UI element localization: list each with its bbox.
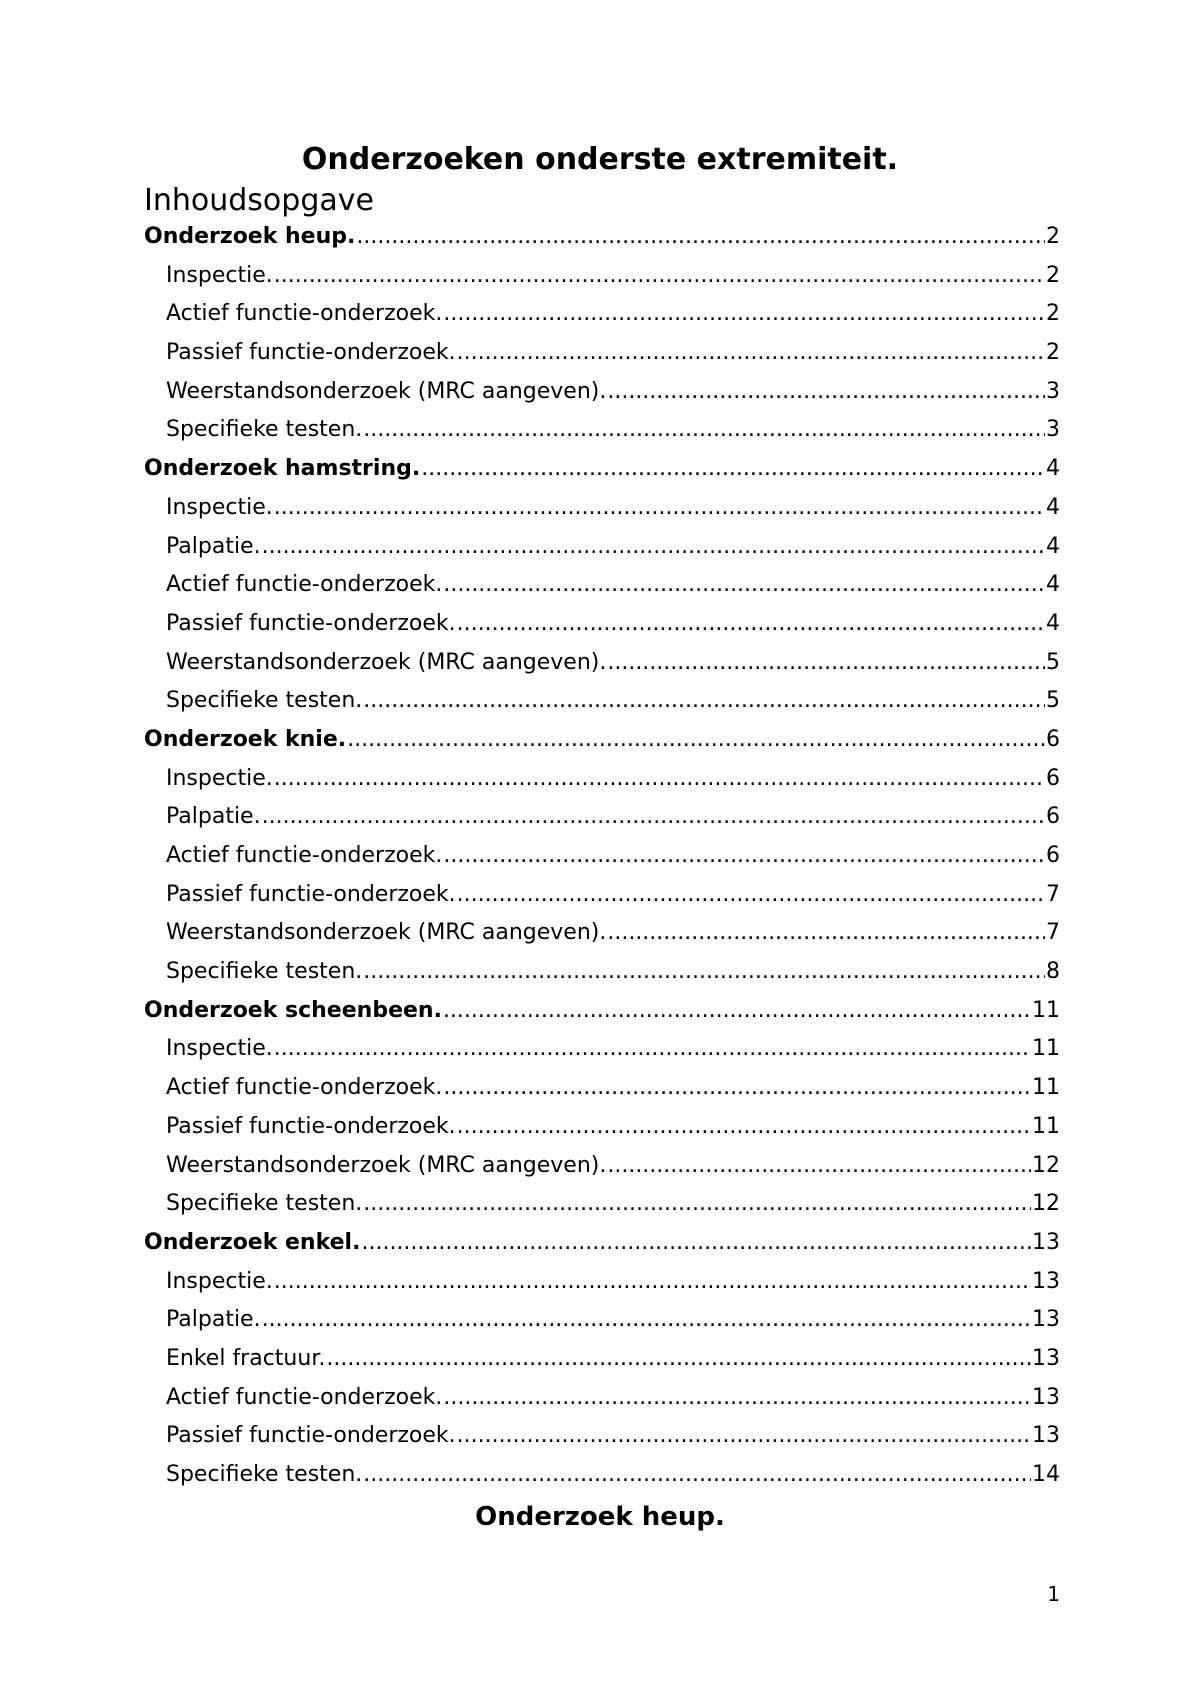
toc-subsection-entry[interactable] xyxy=(144,1340,1060,1379)
toc-entry-page-number: 13 xyxy=(1032,1268,1060,1294)
toc-entry-page-number: 2 xyxy=(1046,224,1060,249)
toc-dot-leader xyxy=(274,760,1045,799)
toc-dot-leader xyxy=(443,837,1045,876)
toc-entry-label: Weerstandsonderzoek (MRC aangeven). xyxy=(166,1152,607,1178)
toc-entry-page-number: 6 xyxy=(1046,804,1060,830)
toc-entry-page-number: 11 xyxy=(1032,1113,1060,1139)
toc-dot-leader xyxy=(457,334,1045,373)
toc-subsection-entry[interactable] xyxy=(144,295,1060,334)
toc-dot-leader xyxy=(443,566,1045,605)
toc-dot-leader xyxy=(274,1030,1031,1069)
toc-subsection-entry[interactable] xyxy=(144,605,1060,644)
toc-subsection-entry[interactable] xyxy=(144,489,1060,528)
toc-dot-leader xyxy=(363,411,1045,450)
toc-entry-page-number: 5 xyxy=(1046,688,1060,714)
toc-entry-label: Enkel fractuur. xyxy=(166,1345,326,1371)
table-of-contents xyxy=(144,218,1060,1495)
toc-entry-page-number: 13 xyxy=(1032,1384,1060,1410)
toc-entry-label: Specifieke testen. xyxy=(166,688,363,714)
toc-entry-label: Passief functie-onderzoek. xyxy=(166,1113,456,1139)
section-heading: Onderzoek heup. xyxy=(475,1502,725,1532)
toc-section-entry[interactable] xyxy=(144,721,1060,760)
toc-subsection-entry[interactable] xyxy=(144,334,1060,373)
toc-entry-label: Inspectie. xyxy=(166,494,273,520)
toc-entry-label: Weerstandsonderzoek (MRC aangeven). xyxy=(166,649,607,675)
toc-dot-leader xyxy=(363,953,1045,992)
toc-dot-leader xyxy=(363,1185,1031,1224)
toc-dot-leader xyxy=(356,218,1045,257)
toc-subsection-entry[interactable] xyxy=(144,798,1060,837)
toc-entry-label: Passief functie-onderzoek. xyxy=(166,610,456,636)
toc-dot-leader xyxy=(443,1379,1031,1418)
toc-subsection-entry[interactable] xyxy=(144,1301,1060,1340)
toc-dot-leader xyxy=(361,1224,1031,1263)
toc-subsection-entry[interactable] xyxy=(144,953,1060,992)
toc-dot-leader xyxy=(457,605,1045,644)
page-number: 1 xyxy=(1047,1582,1060,1606)
toc-heading: Inhoudsopgave xyxy=(144,183,374,218)
toc-subsection-entry[interactable] xyxy=(144,1108,1060,1147)
toc-dot-leader xyxy=(262,528,1045,567)
toc-entry-page-number: 4 xyxy=(1046,494,1060,520)
toc-dot-leader xyxy=(262,798,1045,837)
toc-entry-label: Palpatie. xyxy=(166,804,261,830)
toc-entry-page-number: 4 xyxy=(1046,533,1060,559)
toc-entry-page-number: 6 xyxy=(1046,843,1060,868)
toc-dot-leader xyxy=(607,914,1045,953)
toc-dot-leader xyxy=(421,450,1045,489)
toc-entry-page-number: 6 xyxy=(1046,726,1060,752)
toc-section-entry[interactable] xyxy=(144,450,1060,489)
toc-subsection-entry[interactable] xyxy=(144,682,1060,721)
toc-subsection-entry[interactable] xyxy=(144,644,1060,683)
toc-subsection-entry[interactable] xyxy=(144,528,1060,567)
toc-entry-page-number: 3 xyxy=(1046,378,1060,404)
document-title: Onderzoeken onderste extremiteit. xyxy=(301,142,899,177)
toc-entry-label: Onderzoek heup. xyxy=(144,224,356,249)
toc-subsection-entry[interactable] xyxy=(144,1417,1060,1456)
toc-entry-label: Onderzoek enkel. xyxy=(144,1229,361,1255)
toc-entry-label: Actief functie-onderzoek. xyxy=(166,301,443,327)
toc-entry-page-number: 11 xyxy=(1032,1036,1060,1062)
toc-dot-leader xyxy=(443,992,1031,1031)
toc-dot-leader xyxy=(347,721,1045,760)
toc-entry-page-number: 13 xyxy=(1032,1345,1060,1371)
toc-entry-page-number: 11 xyxy=(1032,1075,1060,1101)
toc-entry-label: Weerstandsonderzoek (MRC aangeven). xyxy=(166,378,607,404)
toc-subsection-entry[interactable] xyxy=(144,566,1060,605)
toc-entry-page-number: 13 xyxy=(1032,1229,1060,1255)
toc-entry-label: Inspectie. xyxy=(166,765,273,791)
toc-entry-label: Passief functie-onderzoek. xyxy=(166,340,456,366)
toc-entry-page-number: 7 xyxy=(1046,920,1060,946)
toc-dot-leader xyxy=(443,1069,1031,1108)
toc-dot-leader xyxy=(457,1108,1031,1147)
toc-entry-page-number: 2 xyxy=(1046,262,1060,288)
toc-entry-page-number: 4 xyxy=(1046,456,1060,482)
toc-subsection-entry[interactable] xyxy=(144,1263,1060,1302)
toc-dot-leader xyxy=(443,295,1045,334)
toc-section-entry[interactable] xyxy=(144,992,1060,1031)
toc-entry-label: Specifieke testen. xyxy=(166,1191,363,1217)
toc-subsection-entry[interactable] xyxy=(144,411,1060,450)
toc-subsection-entry[interactable] xyxy=(144,837,1060,876)
toc-entry-label: Onderzoek scheenbeen. xyxy=(144,997,442,1023)
toc-dot-leader xyxy=(457,876,1045,915)
toc-entry-label: Palpatie. xyxy=(166,1307,261,1333)
toc-entry-page-number: 14 xyxy=(1032,1462,1060,1487)
toc-dot-leader xyxy=(274,257,1045,296)
toc-entry-label: Specifieke testen. xyxy=(166,1462,363,1487)
toc-entry-page-number: 4 xyxy=(1046,610,1060,636)
toc-entry-label: Passief functie-onderzoek. xyxy=(166,1423,456,1449)
toc-section-entry[interactable] xyxy=(144,218,1060,257)
toc-subsection-entry[interactable] xyxy=(144,1456,1060,1495)
toc-entry-label: Specifieke testen. xyxy=(166,417,363,443)
toc-entry-label: Actief functie-onderzoek. xyxy=(166,1384,443,1410)
toc-subsection-entry[interactable] xyxy=(144,1147,1060,1186)
toc-subsection-entry[interactable] xyxy=(144,914,1060,953)
toc-dot-leader xyxy=(363,1456,1031,1495)
toc-entry-label: Palpatie. xyxy=(166,533,261,559)
toc-entry-page-number: 8 xyxy=(1046,959,1060,985)
toc-entry-page-number: 5 xyxy=(1046,649,1060,675)
toc-dot-leader xyxy=(262,1301,1031,1340)
toc-entry-page-number: 13 xyxy=(1032,1307,1060,1333)
toc-section-entry[interactable] xyxy=(144,1224,1060,1263)
toc-entry-label: Actief functie-onderzoek. xyxy=(166,1075,443,1101)
toc-subsection-entry[interactable] xyxy=(144,876,1060,915)
toc-dot-leader xyxy=(274,1263,1031,1302)
toc-entry-page-number: 12 xyxy=(1032,1191,1060,1217)
toc-entry-label: Inspectie. xyxy=(166,1036,273,1062)
toc-entry-page-number: 4 xyxy=(1046,572,1060,598)
toc-entry-label: Specifieke testen. xyxy=(166,959,363,985)
toc-subsection-entry[interactable] xyxy=(144,1030,1060,1069)
toc-entry-page-number: 6 xyxy=(1046,765,1060,791)
toc-entry-label: Actief functie-onderzoek. xyxy=(166,843,443,868)
toc-dot-leader xyxy=(326,1340,1031,1379)
toc-subsection-entry[interactable] xyxy=(144,1069,1060,1108)
toc-subsection-entry[interactable] xyxy=(144,760,1060,799)
toc-subsection-entry[interactable] xyxy=(144,1185,1060,1224)
toc-subsection-entry[interactable] xyxy=(144,373,1060,412)
toc-dot-leader xyxy=(274,489,1045,528)
toc-dot-leader xyxy=(457,1417,1031,1456)
toc-entry-page-number: 3 xyxy=(1046,417,1060,443)
toc-entry-label: Actief functie-onderzoek. xyxy=(166,572,443,598)
toc-entry-label: Passief functie-onderzoek. xyxy=(166,881,456,907)
toc-entry-label: Weerstandsonderzoek (MRC aangeven). xyxy=(166,920,607,946)
toc-dot-leader xyxy=(607,1147,1031,1186)
toc-entry-page-number: 12 xyxy=(1032,1152,1060,1178)
toc-dot-leader xyxy=(607,373,1045,412)
toc-dot-leader xyxy=(363,682,1045,721)
toc-subsection-entry[interactable] xyxy=(144,1379,1060,1418)
toc-subsection-entry[interactable] xyxy=(144,257,1060,296)
toc-dot-leader xyxy=(607,644,1045,683)
toc-entry-label: Onderzoek hamstring. xyxy=(144,456,421,482)
toc-entry-page-number: 2 xyxy=(1046,340,1060,366)
toc-entry-page-number: 13 xyxy=(1032,1423,1060,1449)
toc-entry-page-number: 2 xyxy=(1046,301,1060,327)
toc-entry-page-number: 11 xyxy=(1032,997,1060,1023)
toc-entry-label: Onderzoek knie. xyxy=(144,726,347,752)
toc-entry-page-number: 7 xyxy=(1046,881,1060,907)
toc-entry-label: Inspectie. xyxy=(166,262,273,288)
toc-entry-label: Inspectie. xyxy=(166,1268,273,1294)
